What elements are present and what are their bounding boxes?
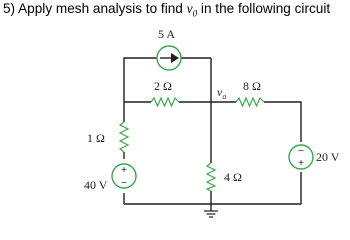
voltage-source-40v-label: 40 V [84,178,108,192]
voltage-source-40v-minus: − [121,178,127,189]
problem-suffix: in the following circuit [197,1,331,16]
problem-prefix: 5) Apply mesh analysis to find [3,1,187,16]
resistor-8-ohm-label: 8 Ω [243,79,261,93]
node-vo-label: $v_o$ [217,85,227,101]
voltage-source-20v [289,145,313,169]
resistor-1-ohm-label: 1 Ω [87,131,105,145]
current-source-5a [157,46,181,70]
resistor-8-ohm [236,98,264,106]
voltage-source-20v-label: 20 V [316,150,340,164]
vo-symbol: $v_0$ [186,1,198,19]
voltage-source-20v-minus: − [298,146,304,157]
resistor-4-ohm-label: 4 Ω [224,170,242,184]
resistor-2-ohm-label: 2 Ω [154,79,172,93]
voltage-source-40v-plus: + [121,165,127,176]
circuit-wires [124,58,301,211]
resistor-4-ohm [207,163,215,191]
voltage-source-20v-plus: + [298,158,304,169]
resistor-1-ohm [120,122,128,152]
top-wire [124,58,157,102]
rail-right [264,102,301,142]
resistor-2-ohm [151,98,179,106]
current-source-label: 5 A [158,27,176,41]
ground-icon [204,211,218,217]
voltage-source-40v [112,164,136,189]
